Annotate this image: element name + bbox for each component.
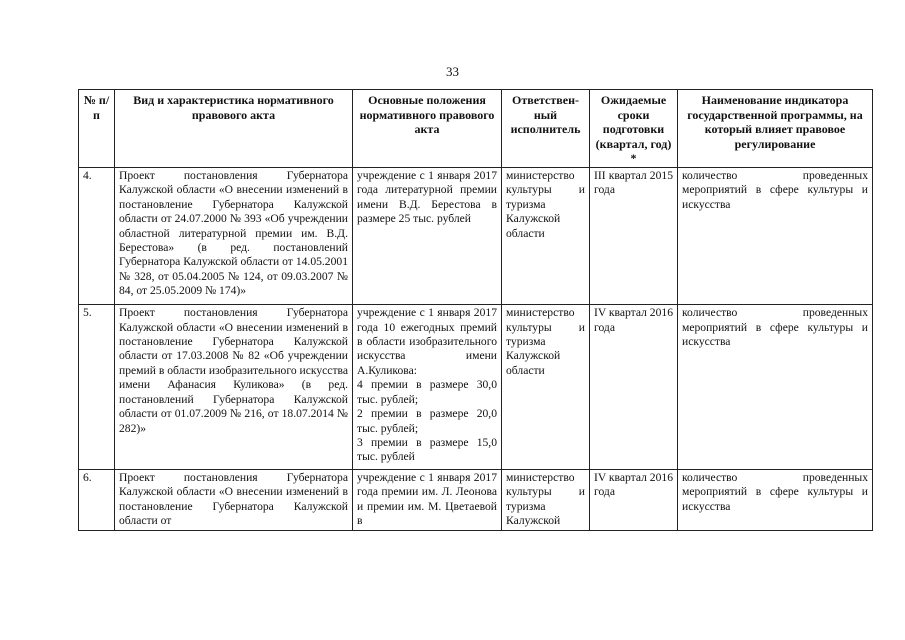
expected-deadline: IV квартал 2016 года	[590, 305, 678, 470]
responsible-executor: министерство культуры и туризма Калужской	[502, 469, 590, 530]
expected-deadline: III квартал 2015 года	[590, 167, 678, 304]
provision-line: 3 премии в размере 15,0 тыс. рублей	[357, 435, 497, 464]
table-header-row	[79, 90, 873, 168]
header-executor: Ответствен-ный исполнитель	[502, 90, 590, 168]
row-number: 5.	[79, 305, 115, 470]
indicator-name: количество проведенных мероприятий в сфере культуры и искусства	[678, 469, 873, 530]
row-number: 6.	[79, 469, 115, 530]
normative-acts-table	[78, 89, 873, 531]
expected-deadline: IV квартал 2016 года	[590, 469, 678, 530]
indicator-name: количество проведенных мероприятий в сфере культуры и искусства	[678, 167, 873, 304]
indicator-name: количество проведенных мероприятий в сфере культуры и искусства	[678, 305, 873, 470]
header-deadline: Ожидаемые сроки подготовки (квартал, год) *	[590, 90, 678, 168]
act-description: Проект постановления Губернатора Калужской области «О внесении изменений в постановление Губернатора Калужской области от 24.07.2000 № 393 «Об учреждении областной литературной премии им. В.Д. Берестова» (в ред. постановлений Губернатора Калужской области от 14.05.2001 № 328, от 05.04.2005 № 124, от 09.03.2007 № 84, от 25.05.2009 № 174)»	[115, 167, 353, 304]
table-row	[79, 469, 873, 530]
act-provisions: учреждение с 1 января 2017 года премии им. Л. Леонова и премии им. М. Цветаевой в	[353, 469, 502, 530]
responsible-executor: министерство культуры и туризма Калужской области	[502, 305, 590, 470]
header-indicator: Наименование индикатора государственной программы, на который влияет правовое регулирование	[678, 90, 873, 168]
header-provisions: Основные положения нормативного правового акта	[353, 90, 502, 168]
table-row	[79, 167, 873, 304]
page-number: 33	[446, 64, 459, 79]
responsible-executor: министерство культуры и туризма Калужской области	[502, 167, 590, 304]
provision-line: учреждение с 1 января 2017 года 10 ежегодных премий в области изобразительного искусства имени А.Куликова:	[357, 306, 497, 377]
act-provisions: учреждение с 1 января 2017 года литературной премии имени В.Д. Берестова в размере 25 тыс. рублей	[353, 167, 502, 304]
provision-line: 2 премии в размере 20,0 тыс. рублей;	[357, 407, 497, 435]
act-provisions	[353, 305, 502, 470]
table-row	[79, 305, 873, 470]
act-description: Проект постановления Губернатора Калужской области «О внесении изменений в постановление Губернатора Калужской области от 17.03.2008 № 82 «Об учреждении премий в области изобразительного искусства имени Афанасия Куликова» (в ред. постановлений Губернатора Калужской области от 01.07.2009 № 216, от 18.07.2014 № 282)»	[115, 305, 353, 470]
act-description: Проект постановления Губернатора Калужской области «О внесении изменений в постановление Губернатора Калужской области от	[115, 469, 353, 530]
header-act-type: Вид и характеристика нормативного правового акта	[115, 90, 353, 168]
provision-line: 4 премии в размере 30,0 тыс. рублей;	[357, 378, 497, 406]
row-number: 4.	[79, 167, 115, 304]
header-number: № п/п	[79, 90, 115, 168]
